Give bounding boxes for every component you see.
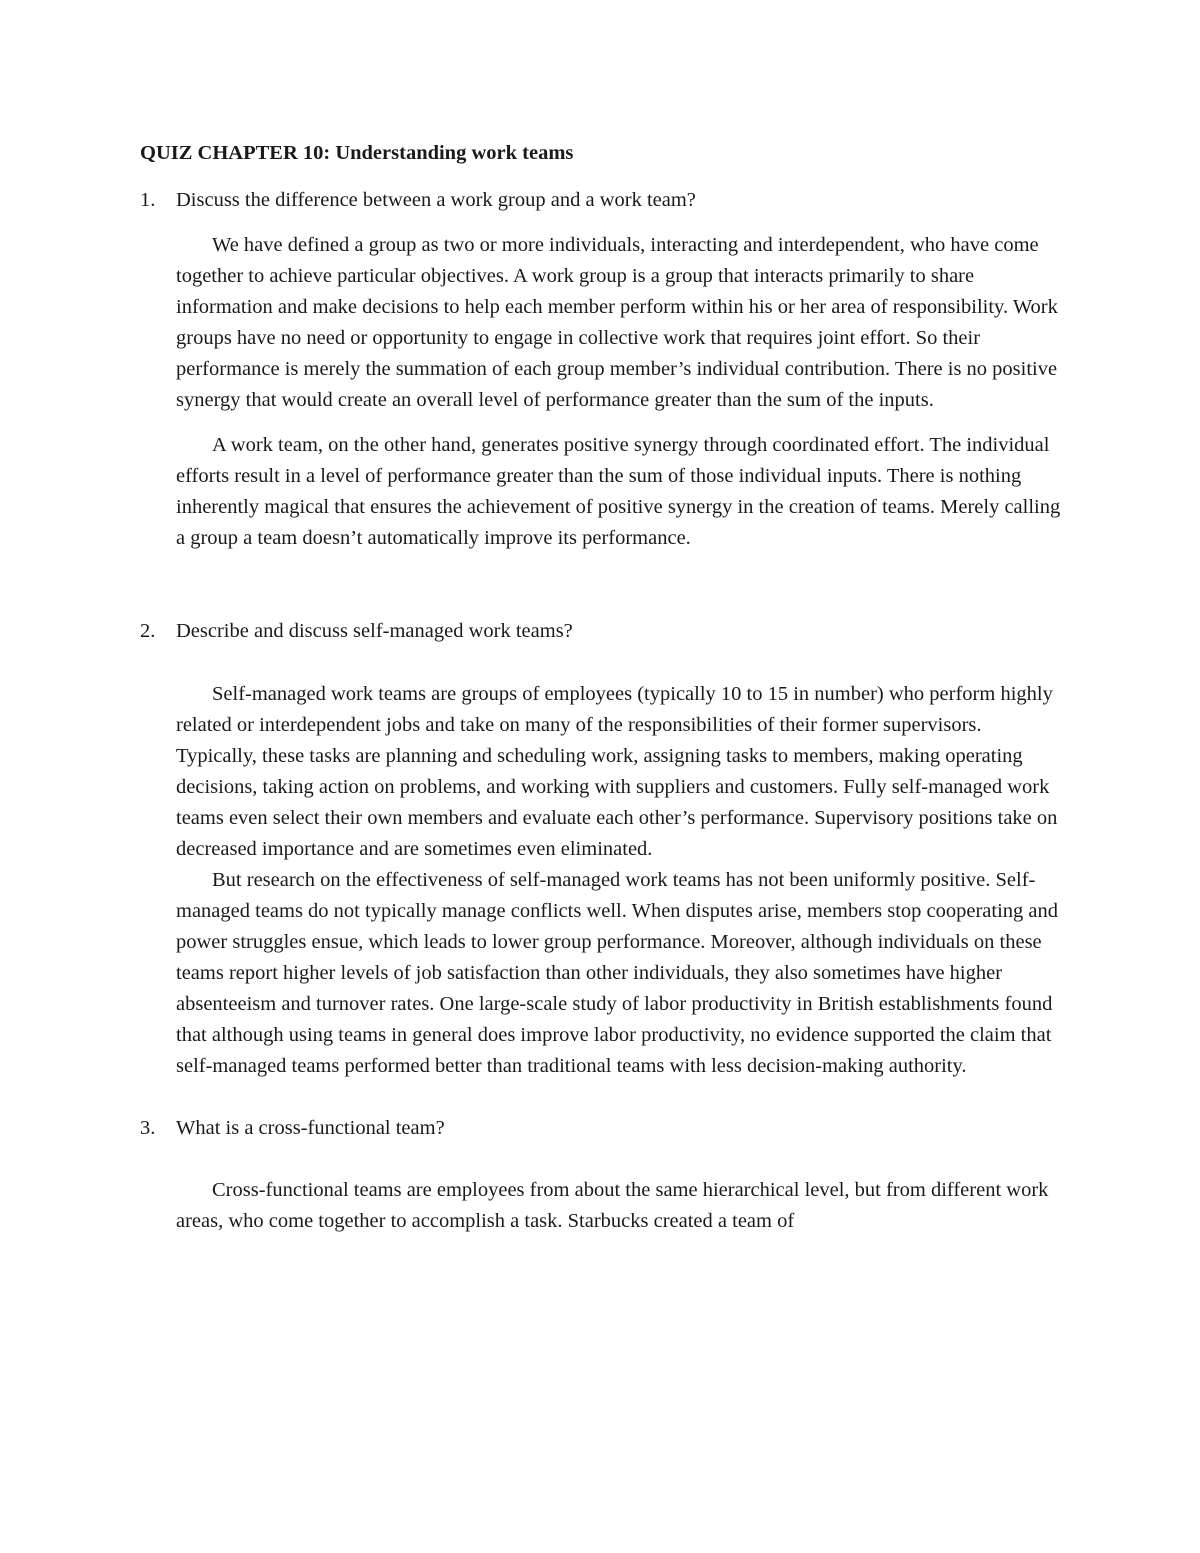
answer-paragraph: A work team, on the other hand, generates positive synergy through coordinated effort. The individual efforts result in a level of performance greater than the sum of those individual inputs. There is nothing inherently magical that ensures the achievement of positive synergy in the creation of teams. Merely calling a group a team doesn’t automatically improve its performance. (176, 434, 1061, 549)
question-number: 3. (140, 1117, 156, 1139)
answer-paragraph: We have defined a group as two or more individuals, interacting and interdependent, who have come together to achieve particular objectives. A work group is a group that interacts primarily to share information and make decisions to help each member perform within his or her area of responsibility. Work groups have no need or opportunity to engage in collective work that requires joint effort. So their performance is merely the summation of each group member’s individual contribution. There is no positive synergy that would create an overall level of performance greater than the sum of the inputs. (176, 234, 1058, 411)
page-title: QUIZ CHAPTER 10: Understanding work teams (140, 142, 574, 164)
question-number: 2. (140, 620, 156, 642)
question-1 (140, 185, 1065, 216)
question-number: 1. (140, 189, 156, 211)
document-body (140, 138, 1065, 1237)
question-text: What is a cross-functional team? (176, 1117, 445, 1139)
question-2 (140, 616, 1065, 647)
answer-paragraph: But research on the effectiveness of self-managed work teams has not been uniformly positive. Self-managed teams do not typically manage conflicts well. When disputes arise, members stop cooperating and power struggles ensue, which leads to lower group performance. Moreover, although individuals on these teams report higher levels of job satisfaction than other individuals, they also sometimes have higher absenteeism and turnover rates. One large-scale study of labor productivity in British establishments found that although using teams in general does improve labor productivity, no evidence supported the claim that self-managed teams performed better than traditional teams with less decision-making authority. (176, 869, 1059, 1077)
answer-paragraph: Cross-functional teams are employees from about the same hierarchical level, but from different work areas, who come together to accomplish a task. Starbucks created a team of (176, 1179, 1049, 1232)
answer-paragraph: Self-managed work teams are groups of employees (typically 10 to 15 in number) who perform highly related or interdependent jobs and take on many of the responsibilities of their former supervisors. Typically, these tasks are planning and scheduling work, assigning tasks to members, making operating decisions, taking action on problems, and working with suppliers and customers. Fully self-managed work teams even select their own members and evaluate each other’s performance. Supervisory positions take on decreased importance and are sometimes even eliminated. (176, 683, 1058, 860)
question-3 (140, 1113, 1065, 1144)
question-text: Discuss the difference between a work group and a work team? (176, 189, 696, 211)
question-text: Describe and discuss self-managed work teams? (176, 620, 573, 642)
